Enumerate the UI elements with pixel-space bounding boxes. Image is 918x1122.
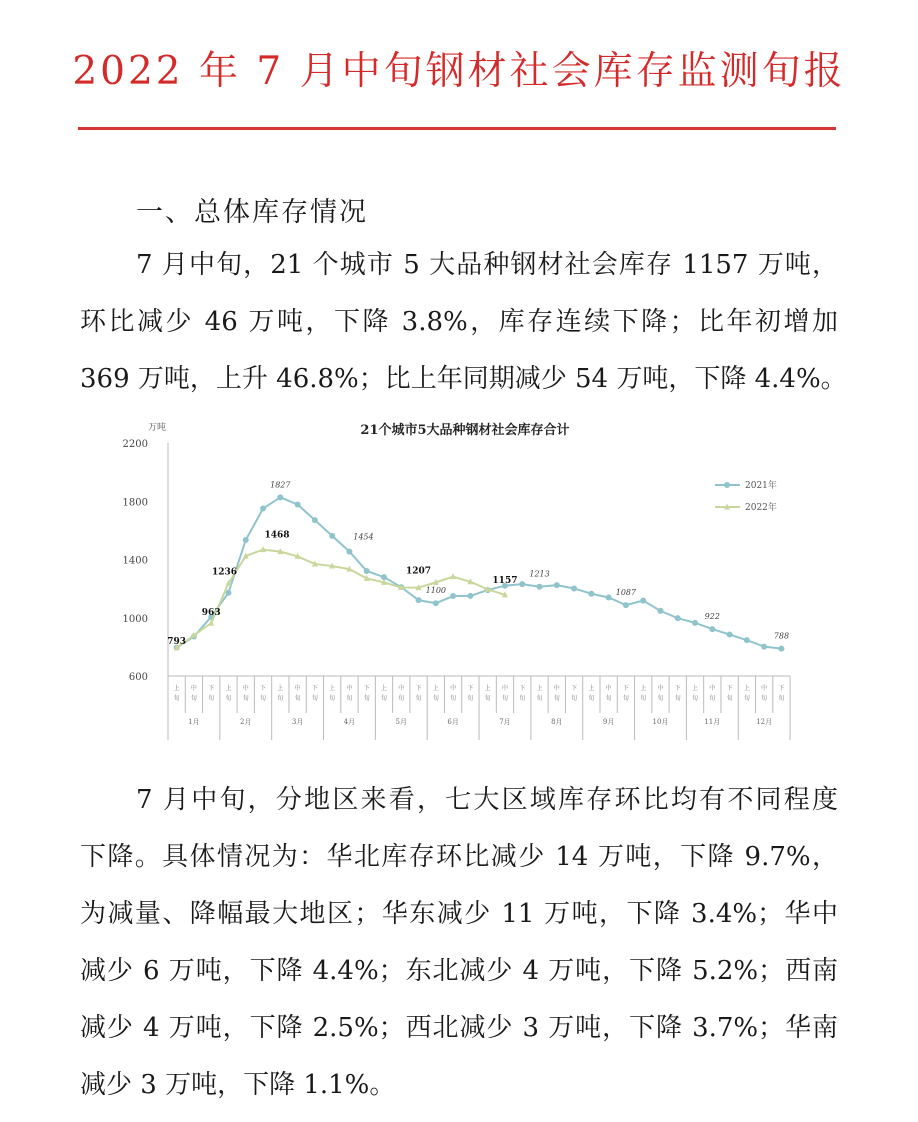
x-tick-dekad-top: 下 <box>622 685 629 692</box>
data-point <box>761 644 767 650</box>
data-point <box>416 597 422 603</box>
x-tick-dekad-bottom: 旬 <box>501 695 508 702</box>
paragraph-line: 减少 4 万吨，下降 2.5%；西北减少 3 万吨，下降 3.7%；华南 <box>80 1013 838 1043</box>
x-tick-dekad-bottom: 旬 <box>311 695 318 702</box>
data-point <box>675 615 681 621</box>
data-point <box>329 533 335 539</box>
x-tick-month: 7月 <box>499 718 511 726</box>
y-tick-label: 600 <box>128 672 148 683</box>
x-tick-dekad-bottom: 旬 <box>467 695 474 702</box>
x-tick-dekad-bottom: 旬 <box>640 695 647 702</box>
data-point <box>554 582 560 588</box>
data-label: 1157 <box>492 575 518 586</box>
data-point <box>537 584 543 590</box>
data-label: 1213 <box>529 569 550 579</box>
x-tick-dekad-top: 中 <box>761 685 768 692</box>
data-label: 1100 <box>425 586 447 596</box>
x-tick-dekad-top: 中 <box>709 685 716 692</box>
x-tick-month: 6月 <box>447 718 459 726</box>
x-tick-dekad-top: 中 <box>294 685 301 692</box>
x-tick-dekad-top: 下 <box>415 685 422 692</box>
document-title: 2022 年 7 月中旬钢材社会库存监测旬报 <box>72 49 846 94</box>
x-tick-dekad-bottom: 旬 <box>726 695 733 702</box>
x-tick-dekad-top: 下 <box>363 685 370 692</box>
data-point <box>744 637 750 643</box>
x-tick-month: 11月 <box>704 718 721 726</box>
x-tick-dekad-top: 下 <box>571 685 578 692</box>
data-point <box>243 537 249 543</box>
data-point <box>364 568 370 574</box>
data-point <box>450 593 456 599</box>
paragraph-line: 为减量、降幅最大地区；华东减少 11 万吨，下降 3.4%；华中 <box>80 899 838 929</box>
x-tick-dekad-bottom: 旬 <box>778 695 785 702</box>
data-label: 922 <box>704 612 720 622</box>
paragraph-line: 369 万吨，上升 46.8%；比上年同期减少 54 万吨，下降 4.4%。 <box>80 364 847 394</box>
x-tick-dekad-bottom: 旬 <box>553 695 560 702</box>
x-tick-dekad-top: 中 <box>398 685 405 692</box>
chart-title: 21个城市5大品种钢材社会库存合计 <box>360 423 570 438</box>
x-tick-month: 4月 <box>343 718 356 726</box>
paragraph-overall <box>80 237 847 408</box>
title-divider <box>78 127 836 130</box>
data-label: 1207 <box>406 566 432 577</box>
data-point <box>312 517 318 523</box>
x-tick-dekad-top: 中 <box>657 685 664 692</box>
legend-label: 2022年 <box>745 503 777 513</box>
x-tick-dekad-bottom: 旬 <box>329 695 336 702</box>
data-point <box>277 494 283 500</box>
x-tick-dekad-top: 下 <box>726 685 733 692</box>
y-axis-unit: 万吨 <box>148 423 167 433</box>
data-point <box>450 573 456 579</box>
x-tick-dekad-top: 上 <box>277 685 284 692</box>
x-tick-dekad-top: 中 <box>346 685 353 692</box>
x-tick-dekad-top: 上 <box>380 685 388 692</box>
legend-label: 2021年 <box>745 481 777 491</box>
data-point <box>778 646 784 652</box>
x-tick-dekad-bottom: 旬 <box>605 695 612 702</box>
data-point <box>692 620 698 626</box>
x-tick-dekad-bottom: 旬 <box>346 695 353 702</box>
x-tick-dekad-bottom: 旬 <box>743 695 750 702</box>
x-tick-dekad-top: 中 <box>605 685 612 692</box>
x-tick-month: 1月 <box>188 718 200 726</box>
data-point <box>657 608 663 614</box>
data-point <box>433 600 439 606</box>
series-line-2021年 <box>177 497 782 648</box>
data-point <box>640 598 646 604</box>
x-tick-dekad-top: 下 <box>467 685 474 692</box>
data-point <box>519 581 525 587</box>
data-label: 1454 <box>353 532 374 542</box>
x-tick-dekad-bottom: 旬 <box>260 695 267 702</box>
data-label: 963 <box>201 608 221 619</box>
x-tick-dekad-top: 下 <box>260 685 267 692</box>
x-tick-month: 2月 <box>240 718 252 726</box>
x-tick-dekad-bottom: 旬 <box>415 695 422 702</box>
x-tick-dekad-top: 下 <box>311 685 318 692</box>
x-tick-dekad-top: 下 <box>674 685 681 692</box>
x-tick-dekad-bottom: 旬 <box>294 695 301 702</box>
x-tick-dekad-bottom: 旬 <box>571 695 578 702</box>
x-tick-dekad-bottom: 旬 <box>277 695 284 702</box>
x-tick-dekad-top: 上 <box>329 685 336 692</box>
data-point <box>588 591 594 597</box>
x-tick-dekad-top: 上 <box>484 685 491 692</box>
data-point <box>346 549 352 555</box>
data-label: 1468 <box>264 530 290 541</box>
data-point <box>260 506 266 512</box>
x-tick-dekad-bottom: 旬 <box>363 695 370 702</box>
data-point <box>727 631 733 637</box>
y-tick-label: 1800 <box>122 497 148 509</box>
x-tick-dekad-top: 中 <box>553 685 560 692</box>
data-point <box>467 593 473 599</box>
x-tick-month: 8月 <box>551 718 563 726</box>
data-label: 788 <box>773 631 790 641</box>
inventory-line-chart <box>110 410 820 745</box>
x-tick-dekad-top: 中 <box>190 685 197 692</box>
data-label: 793 <box>167 636 187 647</box>
x-tick-dekad-bottom: 旬 <box>380 695 388 702</box>
section-heading: 一、总体库存情况 <box>136 197 368 228</box>
x-tick-dekad-top: 上 <box>225 685 232 692</box>
x-tick-dekad-top: 下 <box>519 685 526 692</box>
x-tick-dekad-bottom: 旬 <box>709 695 716 702</box>
x-tick-dekad-top: 下 <box>208 685 215 692</box>
paragraph-line: 7 月中旬，分地区来看，七大区域库存环比均有不同程度 <box>136 785 838 815</box>
data-label: 1087 <box>615 588 637 598</box>
x-tick-month: 12月 <box>756 718 773 726</box>
x-tick-dekad-bottom: 旬 <box>484 695 491 702</box>
x-tick-dekad-top: 上 <box>173 685 180 692</box>
x-tick-month: 3月 <box>291 718 304 726</box>
x-tick-dekad-top: 中 <box>501 685 508 692</box>
paragraph-regions <box>80 772 838 1114</box>
paragraph-line: 环比减少 46 万吨，下降 3.8%，库存连续下降；比年初增加 <box>80 307 838 337</box>
x-tick-dekad-top: 上 <box>640 685 647 692</box>
x-tick-dekad-top: 上 <box>536 685 543 692</box>
legend-marker <box>724 482 730 488</box>
paragraph-line: 7 月中旬，21 个城市 5 大品种钢材社会库存 1157 万吨， <box>136 250 838 280</box>
data-point <box>295 501 301 507</box>
y-tick-label: 2200 <box>122 439 148 450</box>
x-tick-dekad-top: 上 <box>743 685 750 692</box>
x-tick-dekad-bottom: 旬 <box>208 695 215 702</box>
x-tick-dekad-bottom: 旬 <box>225 695 232 702</box>
data-point <box>709 626 715 632</box>
x-tick-dekad-bottom: 旬 <box>657 695 664 702</box>
x-tick-month: 10月 <box>652 718 669 726</box>
x-tick-month: 9月 <box>602 718 615 726</box>
data-label: 1236 <box>211 567 238 578</box>
x-tick-dekad-top: 上 <box>588 685 595 692</box>
x-tick-dekad-bottom: 旬 <box>519 695 526 702</box>
x-tick-dekad-bottom: 旬 <box>173 695 180 702</box>
x-tick-dekad-top: 上 <box>432 685 439 692</box>
x-tick-dekad-bottom: 旬 <box>190 695 197 702</box>
x-tick-dekad-bottom: 旬 <box>692 695 699 702</box>
x-tick-dekad-bottom: 旬 <box>432 695 439 702</box>
series-line-2022年 <box>177 550 505 648</box>
y-tick-label: 1000 <box>122 613 148 625</box>
paragraph-line: 减少 6 万吨，下降 4.4%；东北减少 4 万吨，下降 5.2%；西南 <box>80 956 838 986</box>
x-tick-dekad-bottom: 旬 <box>622 695 629 702</box>
paragraph-line: 减少 3 万吨，下降 1.1%。 <box>80 1070 396 1100</box>
x-tick-dekad-bottom: 旬 <box>674 695 681 702</box>
x-tick-dekad-bottom: 旬 <box>398 695 405 702</box>
data-point <box>571 585 577 591</box>
data-point <box>606 595 612 601</box>
x-tick-dekad-top: 下 <box>778 685 785 692</box>
x-tick-dekad-bottom: 旬 <box>242 695 249 702</box>
x-tick-dekad-bottom: 旬 <box>588 695 595 702</box>
y-tick-label: 1400 <box>122 555 148 567</box>
x-tick-dekad-top: 中 <box>450 685 457 692</box>
x-tick-dekad-bottom: 旬 <box>450 695 457 702</box>
x-tick-dekad-top: 上 <box>692 685 699 692</box>
x-tick-month: 5月 <box>395 718 408 726</box>
x-tick-dekad-bottom: 旬 <box>761 695 768 702</box>
data-point <box>623 602 629 608</box>
x-tick-dekad-top: 中 <box>242 685 249 692</box>
x-tick-dekad-bottom: 旬 <box>536 695 543 702</box>
paragraph-line: 下降。具体情况为：华北库存环比减少 14 万吨，下降 9.7%， <box>80 842 838 872</box>
data-label: 1827 <box>270 480 291 490</box>
